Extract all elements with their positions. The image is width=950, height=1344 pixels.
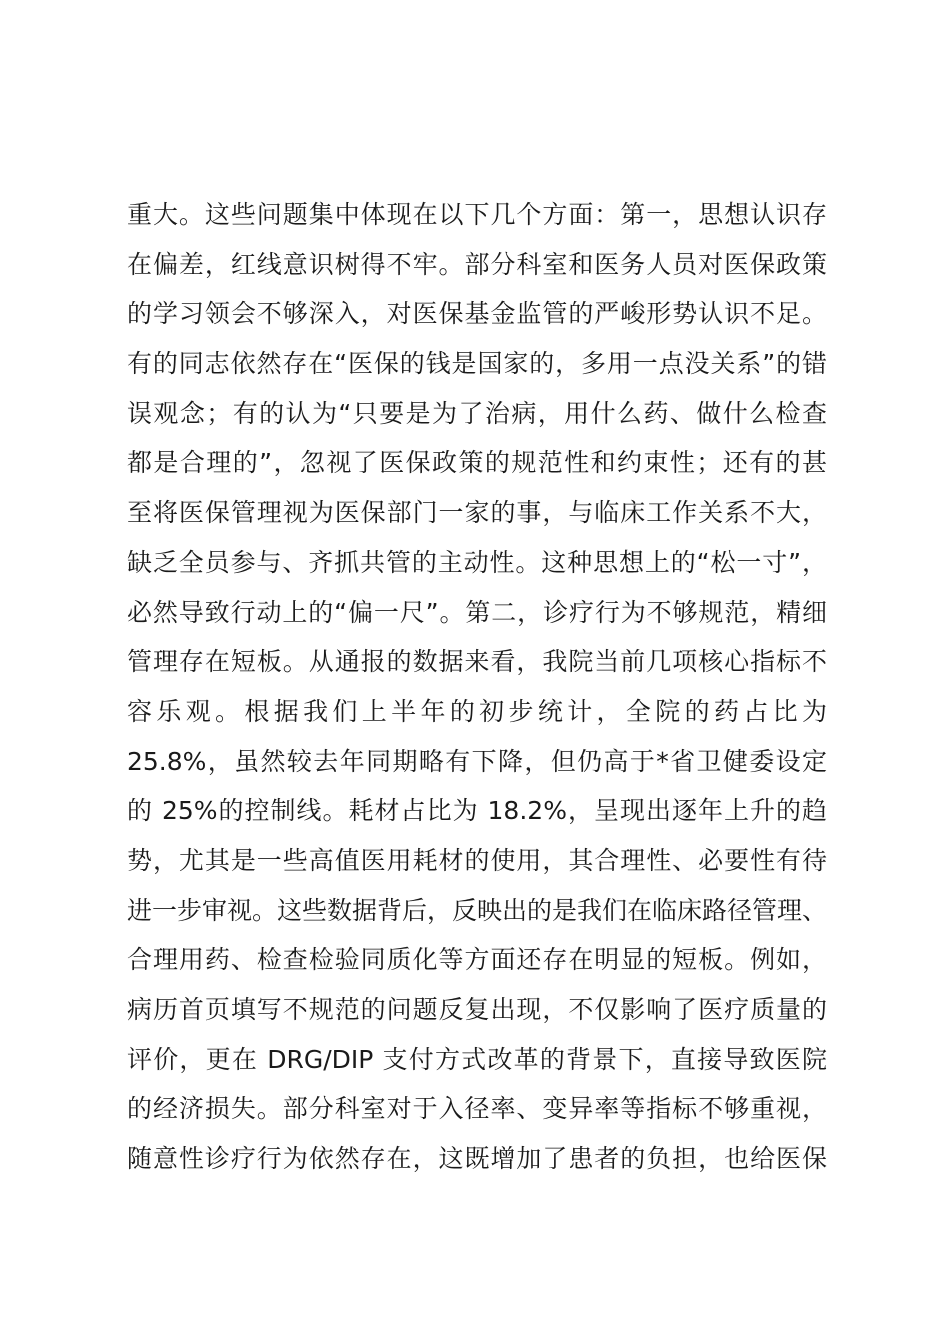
text-line: 的经济损失。部分科室对于入径率、变异率等指标不够重视， [127, 1094, 827, 1124]
text-line: 在偏差，红线意识树得不牢。部分科室和医务人员对医保政策 [127, 249, 827, 279]
text-line: 评价，更在 DRG/DIP 支付方式改革的背景下，直接导致医院 [127, 1044, 827, 1074]
text-line: 随意性诊疗行为依然存在，这既增加了患者的负担，也给医保 [127, 1144, 827, 1174]
text-line: 误观念；有的认为“只要是为了治病，用什么药、做什么检查 [127, 398, 827, 428]
text-line: 有的同志依然存在“医保的钱是国家的，多用一点没关系”的错 [127, 349, 827, 379]
text-line: 进一步审视。这些数据背后，反映出的是我们在临床路径管理、 [127, 895, 828, 925]
text-line: 合理用药、检查检验同质化等方面还存在明显的短板。例如， [127, 945, 827, 975]
text-line: 势，尤其是一些高值医用耗材的使用，其合理性、必要性有待 [127, 845, 827, 875]
text-line: 容乐观。根据我们上半年的初步统计，全院的药占比为 [127, 696, 827, 726]
text-line: 都是合理的”，忽视了医保政策的规范性和约束性；还有的甚 [127, 448, 827, 478]
text-line: 25.8%，虽然较去年同期略有下降，但仍高于*省卫健委设定 [127, 746, 827, 776]
body-paragraph [127, 190, 827, 1184]
text-line: 的 25%的控制线。耗材占比为 18.2%，呈现出逐年上升的趋 [127, 796, 827, 826]
text-line: 管理存在短板。从通报的数据来看，我院当前几项核心指标不 [127, 647, 827, 677]
text-line: 缺乏全员参与、齐抓共管的主动性。这种思想上的“松一寸”， [127, 547, 827, 577]
text-line: 病历首页填写不规范的问题反复出现，不仅影响了医疗质量的 [127, 995, 827, 1024]
text-line: 重大。这些问题集中体现在以下几个方面：第一，思想认识存 [127, 200, 827, 229]
text-line: 必然导致行动上的“偏一尺”。第二，诊疗行为不够规范，精细 [127, 597, 827, 627]
text-line: 的学习领会不够深入，对医保基金监管的严峻形势认识不足。 [127, 299, 827, 329]
text-line: 至将医保管理视为医保部门一家的事，与临床工作关系不大， [127, 498, 827, 528]
